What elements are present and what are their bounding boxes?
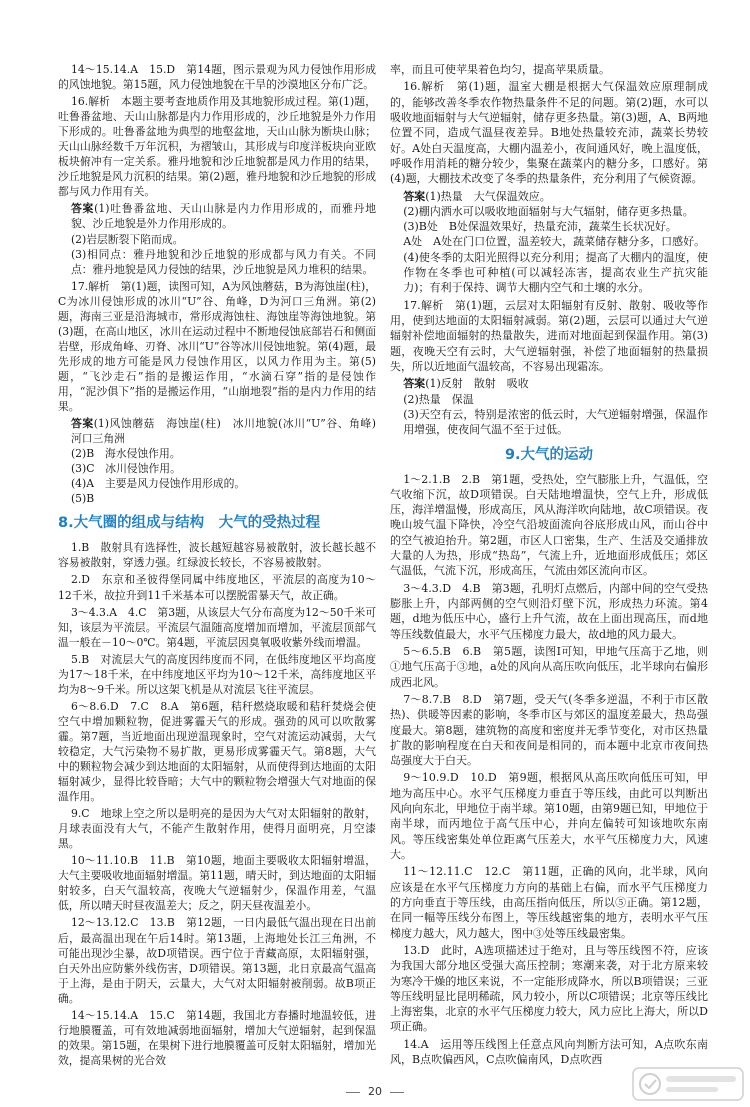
s8-item: 10～11.10.B 11.B 第10题，地面主要吸收太阳辐射增温，大气主要吸收地面辐射增温。第11题，晴天时，到达地面的太阳辐射较多，白天气温较高，夜晚大气逆辐射少，保温作用差，气温低，所以晴天时昼夜温差大；反之，阴天昼夜温差小。 (58, 854, 376, 913)
s8-item: 6～8.6.D 7.C 8.A 第6题，秸秆燃烧取暖和秸秆焚烧会使空气中增加颗粒物，促进雾霾天气的形成。强劲的风可以吹散雾霾。第7题，当近地面出现逆温现象时，空气对流运动减弱，大气较稳定，大气污染物不易扩散，更易形成雾霾天气。第8题，大气中的颗粒物会减少到达地面的太阳辐射，从而使得到达地面的太阳辐射减少，显得比较昏暗；大气中的颗粒物会增强大气对地面的保温作用。 (58, 699, 376, 804)
s8-item: 1.B 散射具有选择性，波长越短越容易被散射，波长越长越不容易被散射，穿透力强。红绿波长较长，不容易被散射。 (58, 541, 376, 570)
answer-16-analysis: 16.解析 第(1)题，温室大棚是根据大气保温效应原理制成的，能够改善冬季农作物热量条件不足的问题。第(2)题，水可以吸收地面辐射与大气逆辐射，储存更多热量。第(3)题，A、B两地位置不同，造成气温昼夜差异。B地处热量较充沛，蔬菜长势较好。A处白天温度高，大棚内温差小，夜间通风好，晚上温度低，呼吸作用消耗的糖分较少，集聚在蔬菜内的糖分多，口感好。第(4)题，大棚技术改变了冬季的热量条件，充分利用了气候资源。 (390, 80, 708, 186)
answer-label: 答案 (70, 417, 94, 431)
s8-item: 12～13.12.C 13.B 第12题，一日内最低气温出现在日出前后，最高温出现在午后14时。第13题，上海地处长江三角洲，不可能出现沙尘暴，故D项错误。西宁位于青藏高原，太阳辐射强，白天外出应防紫外线伤害，D项错误。第13题，北日京最高气温高于上海，是由于阴天，云量大，大气对太阳辐射被削弱。故B项正确。 (58, 916, 376, 1005)
answer-14-15: 14～15.14.A 15.D 第14题，图示景观为风力侵蚀作用形成的风蚀地貌。第15题，风力侵蚀地貌在干旱的沙漠地区分布广泛。 (58, 63, 376, 92)
s9-item: 5～6.5.B 6.B 第5题，读图Ⅰ可知，甲地气压高于乙地，则①地气压高于③地，a处的风向从高压吹向低压，北半球向右偏形成西北风。 (390, 644, 708, 689)
s9-item: 1～2.1.B 2.B 第1题，受热处，空气膨胀上升，气温低，空气收缩下沉，故D项错误。白天陆地增温快，空气上升，形成低压，海洋增温慢，形成高压，风从海洋吹向陆地，故C项错误。夜晚山坡气温下降快，冷空气沿坡面流向谷底形成山风，而山谷中的空气被迫抬升。第2题，市区人口密集，生产、生活及交通排放大量的人为热，形成“热岛”，气流上升，近地面形成低压；郊区气温低，气流下沉，形成高压，气流由郊区流向市区。 (390, 472, 708, 578)
answer-label: 答案 (70, 202, 95, 216)
page (58, 62, 708, 1072)
continued-text: 率，而且可使苹果着色均匀，提高苹果质量。 (390, 63, 610, 76)
answer-17-analysis: 17.解析 第(1)题，读图可知，A为风蚀蘑菇，B为海蚀崖(柱)，C为冰川侵蚀形成的冰川“U”谷、角峰，D为河口三角洲。第(2)题，海南三亚是沿海城市，常形成海蚀柱、海蚀崖等海蚀地貌。第(3)题，在高山地区，冰川在运动过程中不断地侵蚀底部岩石和侧面岩壁，形成角峰、刃脊、冰川“U”谷等冰川侵蚀地貌。第(4)题，最先形成的地方可能是风力侵蚀作用区，以风力作用为主。第(5)题，“飞沙走石”指的是搬运作用，“水滴石穿”指的是侵蚀作用，“泥沙俱下”指的是搬运作用，“山崩地裂”指的是内力作用的结果。 (58, 279, 376, 414)
page-number: 20 (0, 1084, 750, 1100)
s8-item: 3～4.3.A 4.C 第3题，从该层大气分布高度为12～50千米可知，该层为平流层。平流层气温随高度增加而增加，平流层顶部气温一般在－10～0℃。第4题，平流层因臭氧吸收紫外线而增温。 (58, 605, 376, 649)
s9-item: 11～12.11.C 12.C 第11题，正确的风向，北半球，风向应该是在水平气压梯度力方向的基础上右偏，而水平气压梯度力的方向垂直于等压线，由高压指向低压，所以⑤正确。第12题，在同一幅等压线分布图上，等压线越密集的地方，表明水平气压梯度力越大，风力越大，图中③处等压线最密集。 (390, 865, 708, 940)
s9-item: 14.A 运用等压线图上任意点风向判断方法可知，A点吹东南风，B点吹偏西风，C点吹偏南风，D点吹西 (390, 1037, 708, 1067)
s8-item: 5.B 对流层大气的高度因纬度而不同，在低纬度地区平均高度为17～18千米，在中纬度地区平均为10～12千米，高纬度地区平均为8～9千米。所以这架飞机是从对流层飞往平流层。 (58, 652, 376, 696)
answer-label: 答案 (403, 189, 426, 203)
answer-17-answers: 答案(1)反射 散射 吸收 (2)热量 保温 (3)天空有云，特别是浓密的低云时，大气逆辐射增强，保温作用增强，使夜间气温不至于过低。 (403, 377, 708, 437)
right-column (390, 62, 708, 1069)
section-9-title: 9.大气的运动 (504, 446, 594, 463)
watermark-logo-icon (632, 1067, 744, 1101)
answer-label: 答案 (403, 377, 426, 391)
s9-item: 3～4.3.D 4.B 第3题，孔明灯点燃后，内部中间的空气受热膨胀上升，内部两侧的空气则沿灯壁下沉，形成热力环流。第4题，d地为低压中心，盛行上升气流，故在上面出现高压，而d地等压线数值最大，水平气压梯度力最大，故d地的风力最大。 (390, 581, 708, 641)
s9-item: 7～8.7.B 8.D 第7题，受天气(冬季多逆温，不利于市区散热)、供暖等因素的影响，冬季市区与郊区的温度差最大，热岛强度最大。第8题，建筑物的高度和密度并无季节变化，对市区热量扩散的影响程度在白天和夜间是相同的，而本题中北京市夜间热岛强度大于白天。 (390, 692, 708, 768)
left-column (58, 62, 387, 1070)
s8-item: 2.D 东京和圣彼得堡同属中纬度地区，平流层的高度为10～12千米，故拉升到11千米基本可以摆脱雷暴天气，故正确。 (58, 573, 376, 602)
s8-item: 9.C 地球上空之所以是明亮的是因为大气对太阳辐射的散射，月球表面没有大气，不能产生散射作用，使得月面明亮，月空漆黑。 (58, 807, 376, 851)
s9-item: 9～10.9.D 10.D 第9题，根据风从高压吹向低压可知，甲地为高压中心。水平气压梯度力垂直于等压线，由此可以判断出风向向东北，甲地位于南半球。第10题，由第9题已知，甲地位于南半球，而丙地位于高气压中心，并向左偏转可知该地吹东南风。等压线密集处单位距离气压差大，水平气压梯度力大，风速大。 (390, 771, 708, 861)
answer-17-analysis: 17.解析 第(1)题，云层对太阳辐射有反射、散射、吸收等作用，使到达地面的太阳辐射减弱。第(2)题，云层可以通过大气逆辐射补偿地面辐射的热量散失，进而对地面起到保温作用。第(3)题，夜晚天空有云时，大气逆辐射强，补偿了地面辐射的热量损失，所以近地面气温较高，不容易出现霜冻。 (390, 298, 708, 373)
answer-16-answers: 答案(1)热量 大气保温效应。 (2)棚内洒水可以吸收地面辐射与大气辐射，储存更多热量。 (3)B处 B处保温效果好，热量充沛，蔬菜生长状况好。 A处 A处在门口位置，温差较大，蔬菜储存糖分多，口感好。 (4)使冬季的太阳光照得以充分利用；提高了大棚内的温度，使作物在冬季也可种植(可以减轻冻害，提高农业生产抗灾能力)；有利于保持、调节大棚内空气和土壤的水分。 (403, 189, 708, 295)
answer-17-answers: 答案(1)风蚀蘑菇 海蚀崖(柱) 冰川地貌(冰川“U”谷、角峰) 河口三角洲 (2)B 海水侵蚀作用。 (3)C 冰川侵蚀作用。 (4)A 主要是风力侵蚀作用形成的。 (5)B (70, 417, 387, 506)
section-8-title: 8.大气圈的组成与结构 大气的受热过程 (58, 515, 321, 532)
answer-16-analysis: 16.解析 本题主要考查地质作用及其地貌形成过程。第(1)题，吐鲁番盆地、天山山脉都是内力作用形成的，沙丘地貌是外力作用下形成的。吐鲁番盆地为典型的地壑盆地，天山山脉为断块山脉；天山山脉经数千万年沉积，为褶皱山，其形成与印度洋板块向亚欧板块俯冲有一定关系。雅丹地貌和沙丘地貌都是风力作用的结果，沙丘地貌是风力沉积的结果。第(2)题，雅丹地貌和沙丘地貌的形成都与风力作用有关。 (58, 95, 376, 199)
answer-16-answers: 答案(1)吐鲁番盆地、天山山脉是内力作用形成的，而雅丹地貌、沙丘地貌是外力作用形成的。 (2)岩层断裂下陷而成。 (3)相同点：雅丹地貌和沙丘地貌的形成都与风力有关。不同点：雅丹地貌是风力侵蚀的结果，沙丘地貌是风力堆积的结果。 (70, 202, 377, 276)
s9-item: 13.D 此时，A选项描述过于绝对，且与等压线图不符，应该为我国大部分地区受强大高压控制；寒潮来袭，对于北方原来较为寒冷干燥的地区来说，不一定能形成降水，所以B项错误；三亚等压线明显比昆明稀疏，风力较小，所以C项错误；北京等压线比上海密集，北京的水平气压梯度力较大，风力应比上海大，所以D项正确。 (390, 943, 708, 1034)
s8-item: 14～15.14.A 15.C 第14题，我国北方春播时地温较低，进行地膜覆盖，可有效地减弱地面辐射，增加大气逆辐射，起到保温的效果。第15题，在果树下进行地膜覆盖可反射太阳辐射，增加光效，提高果树的光合效 (58, 1008, 376, 1067)
